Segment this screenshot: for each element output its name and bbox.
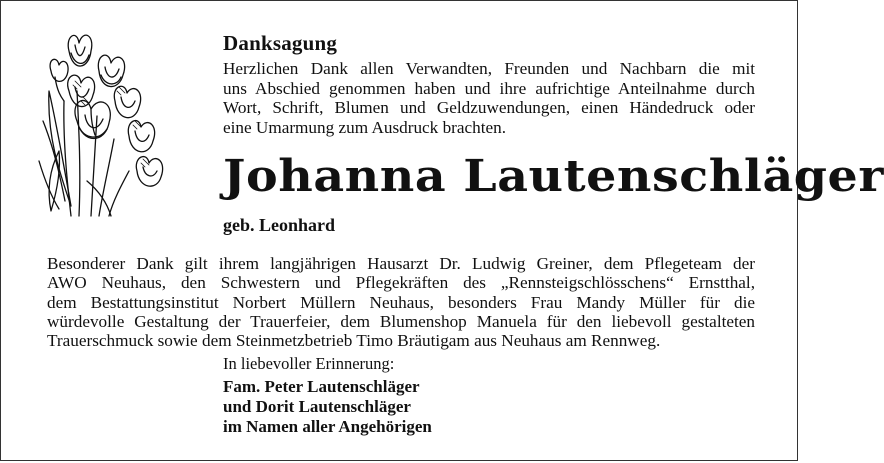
maiden-name: geb. Leonhard [223,215,336,235]
thanks-line: würdevolle Gestaltung der Trauerfeier, dem Blumenshop Manuela für den liebevoll gestalteten [47,311,755,331]
intro-paragraph [223,59,755,137]
tulip-bouquet-icon [29,31,169,216]
heading-danksagung: Danksagung [223,31,338,55]
thanks-paragraph [47,254,755,350]
thanks-line: dem Bestattungsinstitut Norbert Müllern Neuhaus, besonders Frau Mandy Müller für die [47,292,755,312]
signature-line: und Dorit Lautenschläger [223,397,411,416]
thanks-line: Besonderer Dank gilt ihrem langjährigen Hausarzt Dr. Ludwig Greiner, dem Pflegeteam der [47,254,755,273]
signature-line: im Namen aller Angehörigen [223,417,432,436]
memory-line: In liebevoller Erinnerung: [223,354,395,373]
intro-line: Wort, Schrift, Blumen und Geldzuwendungen, einen Händedruck oder [223,98,755,118]
intro-line: uns Abschied genommen haben und ihre aufrichtige Anteilnahme durch [223,78,755,98]
thanks-line: Trauerschmuck sowie dem Steinmetzbetrieb Timo Bräutigam aus Neuhaus am Rennweg. [47,331,661,351]
signature-line: Fam. Peter Lautenschläger [223,377,420,396]
deceased-name: Johanna Lautenschläger [223,151,884,202]
thanks-line: AWO Neuhaus, den Schwestern und Pflegekräften des „Rennsteigschlösschens“ Ernstthal, [47,273,755,293]
intro-line: Herzlichen Dank allen Verwandten, Freunden und Nachbarn die mit [223,59,755,78]
intro-line: eine Umarmung zum Ausdruck brachten. [223,117,507,137]
signature-block [223,377,432,437]
